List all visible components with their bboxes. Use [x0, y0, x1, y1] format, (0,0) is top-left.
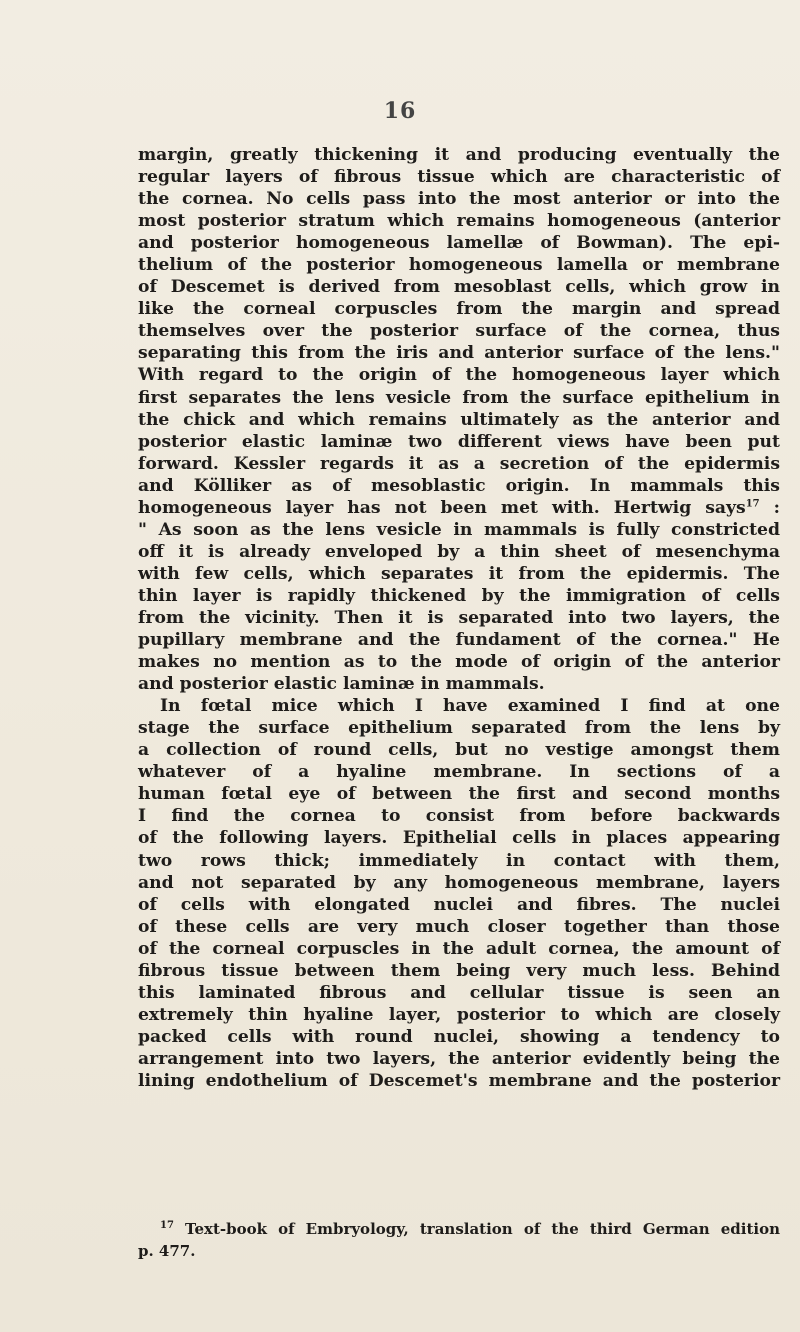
text-line: [138, 1048, 780, 1070]
text-line: [138, 960, 780, 982]
text-line: [138, 783, 780, 805]
text-line-content: separating this from the iris and anterior surface of the lens.": [138, 343, 780, 364]
footnote-text: Text-book of Embryology, translation of the third German edition: [173, 1220, 780, 1238]
text-line: [138, 431, 780, 453]
text-line-content: a collection of round cells, but no vestige amongst them: [138, 740, 780, 761]
text-line: [138, 739, 780, 761]
text-line-content: homogeneous layer has not been met with. Hertwig says: [138, 497, 746, 518]
text-line: [138, 563, 780, 585]
footnote-line: [138, 1218, 780, 1240]
text-line: [138, 387, 780, 409]
text-line-content: extremely thin hyaline layer, posterior to which are closely: [138, 1004, 780, 1025]
text-line-content: lining endothelium of Descemet's membrane and the posterior: [138, 1070, 780, 1091]
text-line-content: and Kölliker as of mesoblastic origin. In mammals this: [138, 475, 780, 496]
footnote-line: p. 477.: [138, 1242, 196, 1260]
text-line: [138, 276, 780, 298]
text-line: [138, 651, 780, 673]
text-line: [138, 850, 780, 872]
text-line: [138, 695, 780, 717]
text-line-content: first separates the lens vesicle from the surface epithelium in: [138, 387, 780, 408]
text-line: [138, 894, 780, 916]
text-line-content: of the corneal corpuscles in the adult cornea, the amount of: [138, 938, 780, 959]
text-line-content: from the vicinity. Then it is separated into two layers, the: [138, 607, 780, 628]
text-line-content: this laminated fibrous and cellular tissue is seen an: [138, 982, 780, 1003]
text-line-content: most posterior stratum which remains homogeneous (anterior: [138, 211, 780, 232]
text-line: [138, 761, 780, 783]
text-line-content: off it is already enveloped by a thin sheet of mesenchyma: [138, 541, 780, 562]
text-line: [138, 519, 780, 541]
text-line-content: In fœtal mice which I have examined I find at one: [160, 696, 780, 717]
text-line: [138, 585, 780, 607]
text-line: [138, 607, 780, 629]
text-line-content: pupillary membrane and the fundament of the cornea." He: [138, 630, 780, 651]
text-line: [138, 232, 780, 254]
text-line: [138, 827, 780, 849]
text-line-content: " As soon as the lens vesicle in mammals is fully constricted: [138, 519, 780, 540]
text-line: [138, 188, 780, 210]
text-line: [138, 916, 780, 938]
footnote-reference: 17: [745, 498, 760, 510]
text-line: [138, 475, 780, 497]
text-line: [138, 144, 780, 166]
text-line: [138, 166, 780, 188]
text-line-content: human fœtal eye of between the first and second months: [138, 784, 780, 805]
text-line-content: posterior elastic laminæ two different views have been put: [138, 431, 780, 452]
text-line-content: With regard to the origin of the homogeneous layer which: [138, 365, 780, 386]
text-line: [138, 629, 780, 651]
text-line-content: two rows thick; immediately in contact with them,: [138, 850, 780, 871]
text-line: [138, 298, 780, 320]
body-text: [138, 144, 780, 1092]
text-line: [138, 982, 780, 1004]
text-line-content: of Descemet is derived from mesoblast cells, which grow in: [138, 277, 780, 298]
text-line-content: the cornea. No cells pass into the most anterior or into the: [138, 189, 780, 210]
text-line-content: fibrous tissue between them being very much less. Behind: [138, 960, 780, 981]
text-line: [138, 364, 780, 386]
text-line-content: of cells with elongated nuclei and fibres. The nuclei: [138, 894, 780, 915]
text-line-content: thelium of the posterior homogeneous lamella or membrane: [138, 255, 780, 276]
text-line-content: stage the surface epithelium separated from the lens by: [138, 718, 780, 739]
text-line: [138, 342, 780, 364]
text-line-content: and posterior elastic laminæ in mammals.: [138, 674, 545, 695]
text-line: [138, 717, 780, 739]
text-line-content: the chick and which remains ultimately as the anterior and: [138, 409, 780, 430]
text-line: [138, 254, 780, 276]
text-line: [138, 497, 780, 519]
text-line-content: I find the cornea to consist from before backwards: [138, 806, 780, 827]
text-line-content: of the following layers. Epithelial cells in places appearing: [138, 828, 780, 849]
text-line-content: margin, greatly thickening it and producing eventually the: [138, 145, 780, 165]
text-line: [138, 1004, 780, 1026]
text-line: [138, 453, 780, 475]
text-line: [138, 1026, 780, 1048]
text-line-tail: :: [759, 497, 780, 518]
text-line-content: like the corneal corpuscles from the margin and spread: [138, 299, 780, 320]
text-line-content: and posterior homogeneous lamellæ of Bowman). The epi-: [138, 233, 780, 254]
text-line-content: themselves over the posterior surface of the cornea, thus: [138, 321, 780, 342]
text-line: [138, 210, 780, 232]
text-line-content: whatever of a hyaline membrane. In sections of a: [138, 762, 780, 783]
text-line: [138, 541, 780, 563]
page-number: 16: [383, 98, 417, 124]
footnote-marker: 17: [160, 1220, 174, 1231]
text-line: [138, 872, 780, 894]
text-line: [138, 938, 780, 960]
text-line: [138, 805, 780, 827]
text-line-content: forward. Kessler regards it as a secretion of the epidermis: [138, 453, 780, 474]
text-line: [138, 1070, 780, 1092]
text-line-content: thin layer is rapidly thickened by the immigration of cells: [138, 585, 780, 606]
text-line: [138, 673, 780, 695]
text-line-content: packed cells with round nuclei, showing a tendency to: [138, 1026, 780, 1047]
text-line-content: makes no mention as to the mode of origin of the anterior: [138, 652, 780, 673]
text-line-content: arrangement into two layers, the anterior evidently being the: [138, 1048, 780, 1069]
text-line-content: with few cells, which separates it from the epidermis. The: [138, 563, 780, 584]
footnote: [138, 1218, 780, 1262]
text-line: [138, 320, 780, 342]
text-line-content: regular layers of fibrous tissue which are characteristic of: [138, 167, 780, 188]
text-line-content: and not separated by any homogeneous membrane, layers: [138, 872, 780, 893]
text-line: [138, 409, 780, 431]
text-line-content: of these cells are very much closer together than those: [138, 916, 780, 937]
